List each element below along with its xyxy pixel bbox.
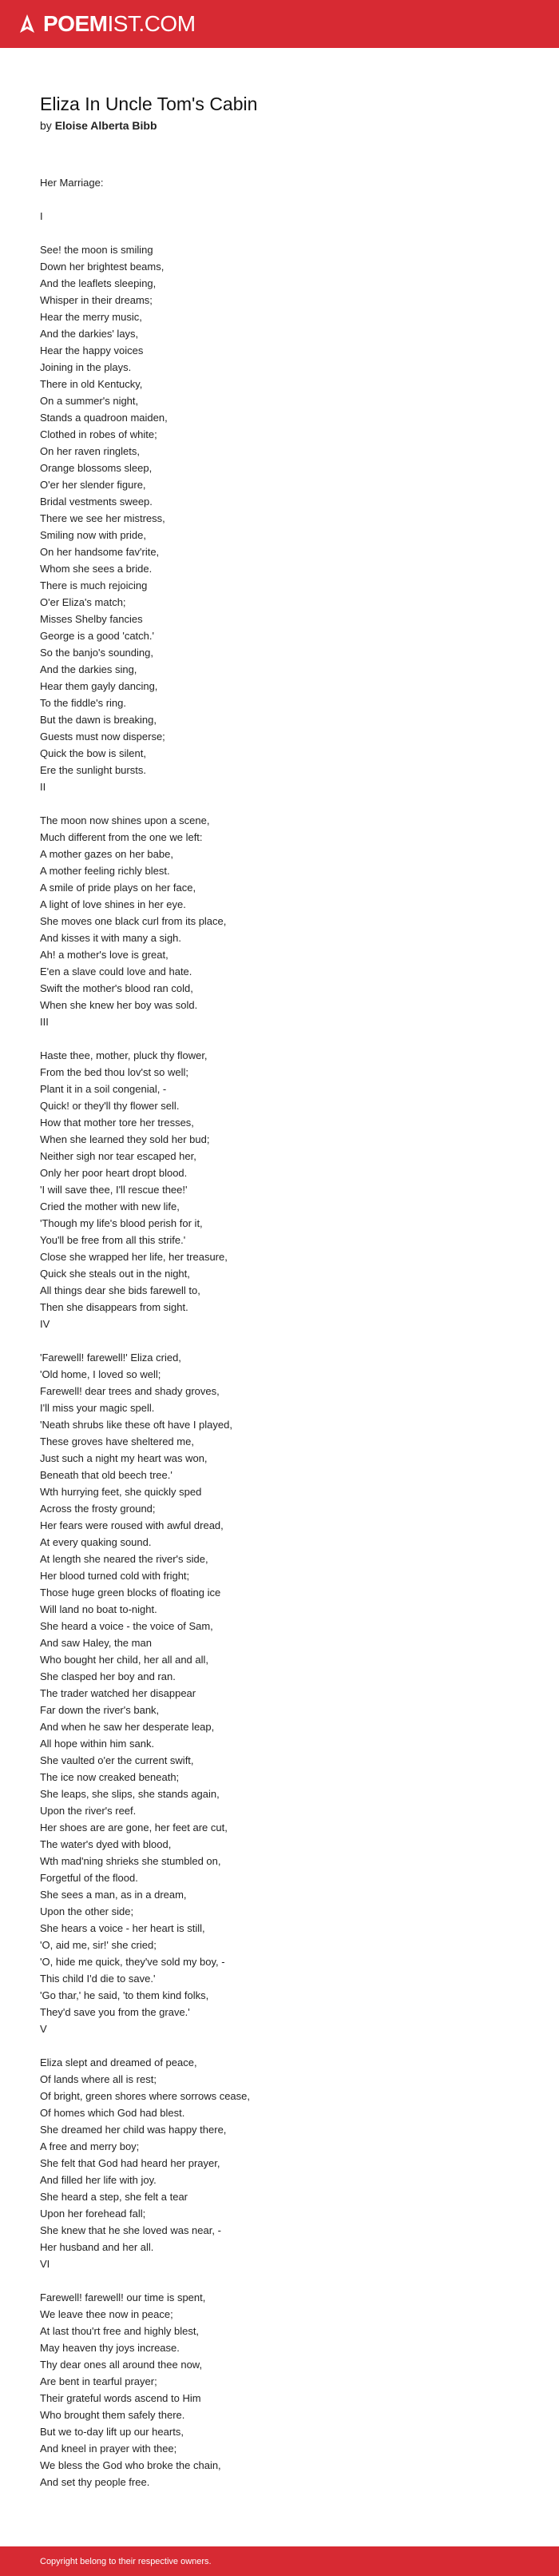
poem-line: III [40, 1016, 49, 1028]
poem-line: 'O, hide me quick, they've sold my boy, - [40, 1956, 225, 1968]
poem-title: Eliza In Uncle Tom's Cabin [40, 94, 258, 114]
poem-line: She heard a step, she felt a tear [40, 2191, 188, 2203]
poem-line: Whisper in their dreams; [40, 294, 153, 306]
poem-line: Eliza slept and dreamed of peace, [40, 2056, 197, 2068]
poem-line: These groves have sheltered me, [40, 1435, 194, 1447]
poem-line: I'll miss your magic spell. [40, 1402, 155, 1414]
poem-line: 'I will save thee, I'll rescue thee!' [40, 1184, 188, 1196]
poem-line: Clothed in robes of white; [40, 428, 157, 440]
poem-line: Beneath that old beech tree.' [40, 1469, 172, 1481]
poem-line [40, 191, 535, 208]
site-logo-bold: POEM [43, 11, 108, 36]
poem-line: We bless the God who broke the chain, [40, 2459, 221, 2471]
poem-line: E'en a slave could love and hate. [40, 966, 192, 977]
poem-line: The water's dyed with blood, [40, 1838, 172, 1850]
poem-line [40, 1030, 535, 1047]
poem-line: Far down the river's bank, [40, 1704, 160, 1716]
poem-line: Quick she steals out in the night, [40, 1268, 190, 1280]
poem-line: 'Old home, I loved so well; [40, 1368, 161, 1380]
poem-line: On a summer's night, [40, 395, 139, 407]
poem-line: And kisses it with many a sigh. [40, 932, 182, 944]
poem-line: She hears a voice - her heart is still, [40, 1922, 205, 1934]
site-header [0, 0, 559, 48]
poem-line: But the dawn is breaking, [40, 714, 157, 726]
poem-line: I [40, 210, 43, 222]
poem-line: Joining in the plays. [40, 361, 132, 373]
poem-line: And when he saw her desperate leap, [40, 1721, 215, 1733]
poem-line: Farewell! farewell! our time is spent, [40, 2291, 206, 2303]
poem-line: There in old Kentucky, [40, 378, 143, 390]
poem-line: Stands a quadroon maiden, [40, 412, 168, 424]
poem-line: Her fears were roused with awful dread, [40, 1519, 224, 1531]
poem-line: A light of love shines in her eye. [40, 898, 186, 910]
poem-line: Farewell! dear trees and shady groves, [40, 1385, 220, 1397]
poem-line: Cried the mother with new life, [40, 1200, 180, 1212]
poem-line: Upon the other side; [40, 1905, 134, 1917]
poem-line: Swift the mother's blood ran cold, [40, 982, 193, 994]
poem-line: And filled her life with joy. [40, 2174, 157, 2186]
poem-line: Of bright, green shores where sorrows cease, [40, 2090, 251, 2102]
poem-line: The trader watched her disappear [40, 1687, 196, 1699]
poem-line: There we see her mistress, [40, 512, 165, 524]
poem-line: You'll be free from all this strife.' [40, 1234, 186, 1246]
poem-line: At length she neared the river's side, [40, 1553, 208, 1565]
poem-line: And kneel in prayer with thee; [40, 2443, 177, 2455]
poem-line: This child I'd die to save.' [40, 1973, 156, 1985]
poem-line: All things dear she bids farewell to, [40, 1284, 200, 1296]
poem-line: She leaps, she slips, she stands again, [40, 1788, 220, 1800]
poem-line: And the leaflets sleeping, [40, 277, 157, 289]
poem-line: Who brought them safely there. [40, 2409, 185, 2421]
poem-line: And set thy people free. [40, 2476, 150, 2488]
poem-line: 'Though my life's blood perish for it, [40, 1217, 203, 1229]
poem-line: Hear them gayly dancing, [40, 680, 158, 692]
poem-line: Close she wrapped her life, her treasure, [40, 1251, 228, 1263]
poem-line: A mother feeling richly blest. [40, 865, 170, 877]
poem-line: Her blood turned cold with fright; [40, 1570, 190, 1582]
poem-line: Upon her forehead fall; [40, 2208, 146, 2220]
poem-line [40, 795, 535, 812]
poem-line: Ah! a mother's love is great, [40, 949, 168, 961]
poem-line: When she knew her boy was sold. [40, 999, 198, 1011]
poem-line: VI [40, 2258, 50, 2270]
site-logo[interactable] [19, 13, 196, 35]
poem-line: From the bed thou lov'st so well; [40, 1066, 189, 1078]
poem-line: On her handsome fav'rite, [40, 546, 160, 558]
site-footer [0, 2546, 559, 2576]
poem-line: Haste thee, mother, pluck thy flower, [40, 1049, 208, 1061]
byline [40, 118, 535, 133]
poem-line: George is a good 'catch.' [40, 630, 154, 642]
poem-line: Of homes which God had blest. [40, 2107, 185, 2119]
poem-line: All hope within him sank. [40, 1738, 155, 1750]
site-logo-rest: IST.COM [107, 11, 196, 36]
poem-line: And the darkies' lays, [40, 328, 139, 340]
poem-line: When she learned they sold her bud; [40, 1133, 210, 1145]
poem-line: To the fiddle's ring. [40, 697, 126, 709]
poem-line: A mother gazes on her babe, [40, 848, 173, 860]
poem-line: Only her poor heart dropt blood. [40, 1167, 188, 1179]
site-logo-text [43, 13, 196, 35]
poem-line: See! the moon is smiling [40, 244, 153, 256]
byline-prefix: by [40, 119, 55, 132]
poem-line: She sees a man, as in a dream, [40, 1889, 187, 1901]
poem-line: Neither sigh nor tear escaped her, [40, 1150, 196, 1162]
poem-line: She knew that he she loved was near, - [40, 2224, 221, 2236]
poem-line: At last thou'rt free and highly blest, [40, 2325, 200, 2337]
poem-line: Of lands where all is rest; [40, 2073, 157, 2085]
pen-nib-icon [19, 14, 35, 34]
poem-line: She clasped her boy and ran. [40, 1670, 176, 1682]
poem-body [40, 174, 535, 2490]
poem-line: She felt that God had heard her prayer, [40, 2157, 220, 2169]
poem-line: 'Go thar,' he said, 'to them kind folks, [40, 1989, 209, 2001]
poem-line: Quick the bow is silent, [40, 747, 146, 759]
poem-line: 'O, aid me, sir!' she cried; [40, 1939, 157, 1951]
poem-line: Down her brightest beams, [40, 261, 165, 273]
poem-line: II [40, 781, 46, 793]
poem-line: Thy dear ones all around thee now, [40, 2359, 203, 2371]
poem-line: They'd save you from the grave.' [40, 2006, 190, 2018]
poem-line: Whom she sees a bride. [40, 563, 153, 575]
poem-line: O'er Eliza's match; [40, 596, 126, 608]
poem-line: And saw Haley, the man [40, 1637, 152, 1649]
poem-line: How that mother tore her tresses, [40, 1117, 194, 1129]
poem-line [40, 2037, 535, 2054]
poem-line: Much different from the one we left: [40, 831, 203, 843]
poem-line: Will land no boat to-night. [40, 1603, 157, 1615]
poem-line: Just such a night my heart was won, [40, 1452, 208, 1464]
poem-line: A free and merry boy; [40, 2140, 140, 2152]
poem-line: 'Farewell! farewell!' Eliza cried, [40, 1352, 181, 1364]
poem-line: Bridal vestments sweep. [40, 496, 153, 508]
poem-line: She dreamed her child was happy there, [40, 2124, 227, 2136]
poem-line: There is much rejoicing [40, 579, 148, 591]
poem-line: She vaulted o'er the current swift, [40, 1754, 194, 1766]
poem-line: At every quaking sound. [40, 1536, 152, 1548]
author-name[interactable]: Eloise Alberta Bibb [54, 119, 157, 132]
poem-line [40, 225, 535, 241]
poem-line: O'er her slender figure, [40, 479, 146, 491]
poem-line: Wth hurrying feet, she quickly sped [40, 1486, 202, 1498]
poem-header [40, 93, 535, 133]
poem-line: Quick! or they'll thy flower sell. [40, 1100, 180, 1112]
poem-line: Those huge green blocks of floating ice [40, 1587, 221, 1599]
poem-line: Are bent in tearful prayer; [40, 2375, 157, 2387]
poem-line: Who bought her child, her all and all, [40, 1654, 209, 1666]
poem-line [40, 2272, 535, 2289]
poem-line: Ere the sunlight bursts. [40, 764, 146, 776]
poem-line: Hear the merry music, [40, 311, 142, 323]
poem-line: IV [40, 1318, 50, 1330]
poem-line: Wth mad'ning shrieks she stumbled on, [40, 1855, 221, 1867]
poem-line: Upon the river's reef. [40, 1805, 137, 1817]
poem-line: And the darkies sing, [40, 663, 137, 675]
poem-line: She moves one black curl from its place, [40, 915, 227, 927]
poem-line: She heard a voice - the voice of Sam, [40, 1620, 213, 1632]
poem-line: Their grateful words ascend to Him [40, 2392, 201, 2404]
poem-line: But we to-day lift up our hearts, [40, 2426, 184, 2438]
poem-line: Plant it in a soil congenial, - [40, 1083, 167, 1095]
poem-line: Smiling now with pride, [40, 529, 146, 541]
poem-line: Then she disappears from sight. [40, 1301, 188, 1313]
poem-line: We leave thee now in peace; [40, 2308, 173, 2320]
poem-line: The ice now creaked beneath; [40, 1771, 180, 1783]
poem-line: Misses Shelby fancies [40, 613, 143, 625]
poem-line: V [40, 2023, 47, 2035]
poem-line: The moon now shines upon a scene, [40, 814, 210, 826]
poem-line [40, 1332, 535, 1349]
poem-line: So the banjo's sounding, [40, 647, 153, 659]
poem-line: Forgetful of the flood. [40, 1872, 138, 1884]
poem-line: On her raven ringlets, [40, 445, 141, 457]
poem-line: Her husband and her all. [40, 2241, 154, 2253]
poem-line: Across the frosty ground; [40, 1503, 156, 1515]
copyright-notice: Copyright belong to their respective owners. [40, 2556, 212, 2566]
poem-line: May heaven thy joys increase. [40, 2342, 180, 2354]
poem-line: 'Neath shrubs like these oft have I played, [40, 1419, 232, 1431]
poem-line: A smile of pride plays on her face, [40, 882, 196, 894]
poem-line: Guests must now disperse; [40, 731, 165, 743]
poem-line: Her shoes are are gone, her feet are cut, [40, 1822, 228, 1833]
poem-line: Hear the happy voices [40, 344, 144, 356]
poem-line: Orange blossoms sleep, [40, 462, 153, 474]
poem-line: Her Marriage: [40, 177, 104, 189]
